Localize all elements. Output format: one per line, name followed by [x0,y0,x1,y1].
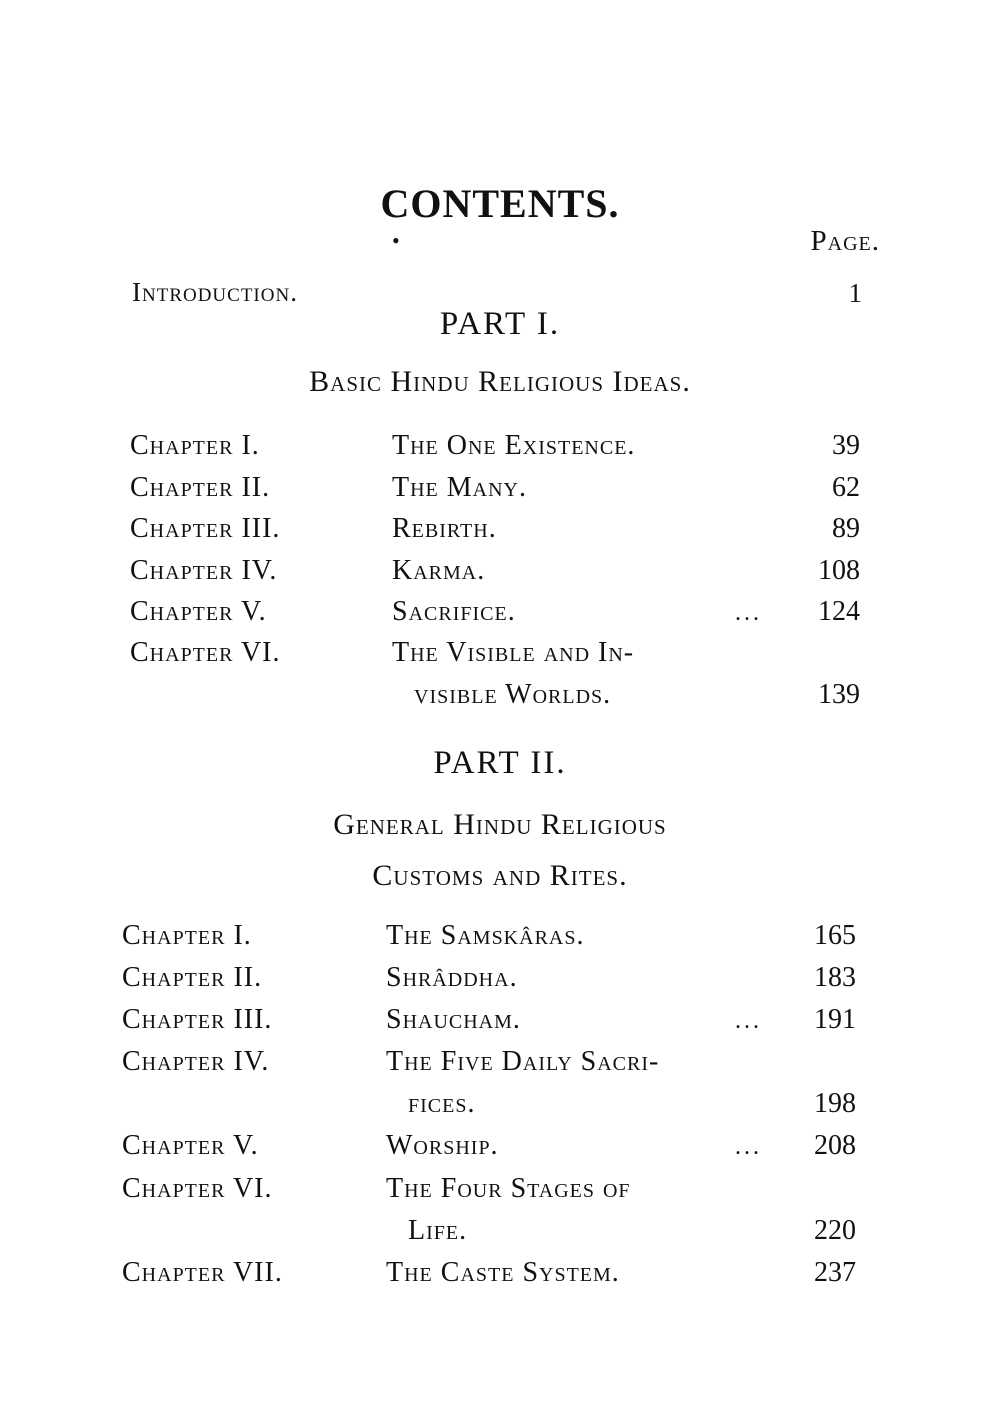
part1-chapter-label: Chapter I. [130,430,260,461]
part2-chapter-page: 220 [814,1215,856,1246]
part2-chapter-title[interactable]: The Four Stages of [386,1173,631,1204]
part1-chapter-label: Chapter IV. [130,555,278,586]
part1-chapter-title[interactable]: The One Existence. [392,430,636,461]
part2-chapter-label: Chapter VI. [122,1173,273,1204]
part1-chapter-page: 124 [818,596,860,627]
part2-chapter-title[interactable]: The Samskâras. [386,920,585,951]
part1-chapter-page: 89 [832,513,860,544]
part2-chapter-label: Chapter V. [122,1130,259,1161]
part1-chapter-page: 62 [832,472,860,503]
part1-chapter-label: Chapter II. [130,472,271,503]
part2-chapter-label: Chapter II. [122,962,263,993]
part2-chapter-page: 191 [814,1004,856,1035]
part1-chapter-label: Chapter VI. [130,637,281,668]
part1-chapter-title[interactable]: The Many. [392,472,527,503]
decorative-dot: • [392,228,400,253]
part2-chapter-label: Chapter IV. [122,1046,270,1077]
part-2-subtitle-line-1: General Hindu Religious [333,808,667,841]
part2-chapter-title[interactable]: Shaucham. [386,1004,521,1035]
part2-chapter-label: Chapter I. [122,920,252,951]
part2-leader-dots: ... [735,1134,762,1160]
part1-chapter-title[interactable]: Sacrifice. [392,596,516,627]
part2-chapter-label: Chapter III. [122,1004,273,1035]
part1-chapter-page: 139 [818,679,860,710]
introduction-title[interactable]: Introduction. [132,277,298,307]
page-column-label: Page. [810,225,880,257]
part2-chapter-page: 237 [814,1257,856,1288]
part1-chapter-title[interactable]: Rebirth. [392,513,497,544]
part1-chapter-label: Chapter V. [130,596,267,627]
part-1-title: PART I. [439,306,561,342]
part2-chapter-title[interactable]: Shrâddha. [386,962,518,993]
part1-chapter-page: 39 [832,430,860,461]
part2-leader-dots: ... [735,1008,762,1034]
part2-chapter-title[interactable]: Worship. [386,1130,499,1161]
part2-chapter-page: 183 [814,962,856,993]
part1-chapter-title-continued[interactable]: visible Worlds. [414,679,612,710]
part1-chapter-title[interactable]: The Visible and In- [392,637,635,668]
part1-leader-dots: ... [735,600,762,626]
part-2-subtitle-line-2: Customs and Rites. [372,859,628,892]
part1-chapter-page: 108 [818,555,860,586]
part2-chapter-page: 165 [814,920,856,951]
introduction-page: 1 [848,278,862,308]
page-title: CONTENTS. [380,181,620,226]
part2-chapter-page: 208 [814,1130,856,1161]
part2-chapter-title-continued[interactable]: Life. [408,1215,468,1246]
part2-chapter-page: 198 [814,1088,856,1119]
part-1-subtitle: Basic Hindu Religious Ideas. [309,365,691,398]
part2-chapter-title-continued[interactable]: fices. [408,1088,476,1119]
part1-chapter-title[interactable]: Karma. [392,555,486,586]
part-2-title: PART II. [433,745,567,781]
part1-chapter-label: Chapter III. [130,513,281,544]
part2-chapter-title[interactable]: The Caste System. [386,1257,620,1288]
part2-chapter-label: Chapter VII. [122,1257,283,1288]
part2-chapter-title[interactable]: The Five Daily Sacri- [386,1046,660,1077]
